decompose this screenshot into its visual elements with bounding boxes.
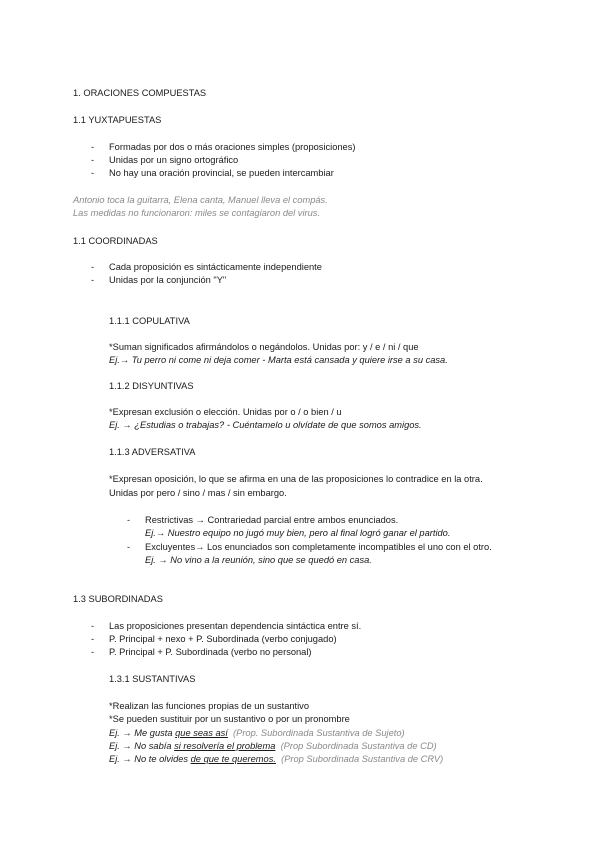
example-prefix: Ej. → Me gusta [109,728,176,738]
example-line [109,753,443,765]
example-line: Ej.→ Tu perro ni come ni deja comer - Marta está cansada y quiere irse a su casa. [109,355,448,365]
example-line: Las medidas no funcionaron: miles se contagiaron del virus. [73,208,321,218]
underlined-proposition: si resolvería el problema [174,741,276,751]
definition-line: Unidas por pero / sino / mas / sin embargo. [109,488,287,498]
section-heading-coordinadas: 1.1 COORDINADAS [73,236,158,246]
example-line [109,727,405,739]
bullet-dash: - [127,542,131,552]
list-item: Unidas por un signo ortográfico [109,155,239,165]
definition-line: *Realizan las funciones propias de un sustantivo [109,701,310,711]
subsection-heading-disyuntivas: 1.1.2 DISYUNTIVAS [109,381,194,391]
list-item: P. Principal + nexo + P. Subordinada (verbo conjugado) [109,634,337,644]
definition-line: *Expresan oposición, lo que se afirma en una de las proposiciones lo contradice en la otra. [109,474,483,484]
example-line: Ej. → ¿Estudias o trabajas? - Cuéntamelo u olvídate de que somos amigos. [109,420,422,430]
definition-line: *Se pueden sustituir por un sustantivo o por un pronombre [109,714,350,724]
bullet-dash: - [91,168,95,178]
bullet-dash: - [127,515,131,525]
list-item: Restrictivas → Contrariedad parcial entre ambos enunciados. [145,515,399,525]
list-item: Formadas por dos o más oraciones simples (proposiciones) [109,142,356,152]
bullet-dash: - [91,155,95,165]
section-heading-yuxtapuestas: 1.1 YUXTAPUESTAS [73,115,162,125]
example-line: Antonio toca la guitarra, Elena canta, Manuel lleva el compás. [73,195,328,205]
subsection-heading-sustantivas: 1.3.1 SUSTANTIVAS [109,674,196,684]
bullet-dash: - [91,262,95,272]
bullet-dash: - [91,275,95,285]
example-line: Ej.→ Nuestro equipo no jugó muy bien, pero al final logró ganar el partido. [145,528,451,538]
section-heading-subordinadas: 1.3 SUBORDINADAS [73,594,163,604]
bullet-dash: - [91,634,95,644]
definition-line: *Expresan exclusión o elección. Unidas por o / o bien / u [109,407,342,417]
definition-line: *Suman significados afirmándolos o negándolos. Unidas por: y / e / ni / que [109,342,419,352]
list-item: Excluyentes→ Los enunciados son completamente incompatibles el uno con el otro. [145,542,492,552]
example-prefix: Ej. → No te olvides [109,754,191,764]
underlined-proposition: de que te queremos. [190,754,276,764]
example-note: (Prop. Subordinada Sustantiva de Sujeto) [233,728,405,738]
underlined-proposition: que seas así [175,728,228,738]
list-item: Las proposiciones presentan dependencia sintáctica entre sí. [109,621,362,631]
list-item: Unidas por la conjunción "Y" [109,275,227,285]
example-line [109,740,437,752]
example-note: (Prop Subordinada Sustantiva de CD) [280,741,437,751]
example-prefix: Ej. → No sabía [109,741,175,751]
list-item: P. Principal + P. Subordinada (verbo no personal) [109,647,312,657]
subsection-heading-copulativa: 1.1.1 COPULATIVA [109,316,190,326]
bullet-dash: - [91,142,95,152]
subsection-heading-adversativa: 1.1.3 ADVERSATIVA [109,447,196,457]
list-item: Cada proposición es sintácticamente independiente [109,262,322,272]
list-item: No hay una oración provincial, se pueden intercambiar [109,168,334,178]
example-line: Ej. → No vino a la reunión, sino que se quedó en casa. [145,555,372,565]
page-title: 1. ORACIONES COMPUESTAS [73,88,207,98]
bullet-dash: - [91,621,95,631]
example-note: (Prop Subordinada Sustantiva de CRV) [281,754,444,764]
bullet-dash: - [91,647,95,657]
